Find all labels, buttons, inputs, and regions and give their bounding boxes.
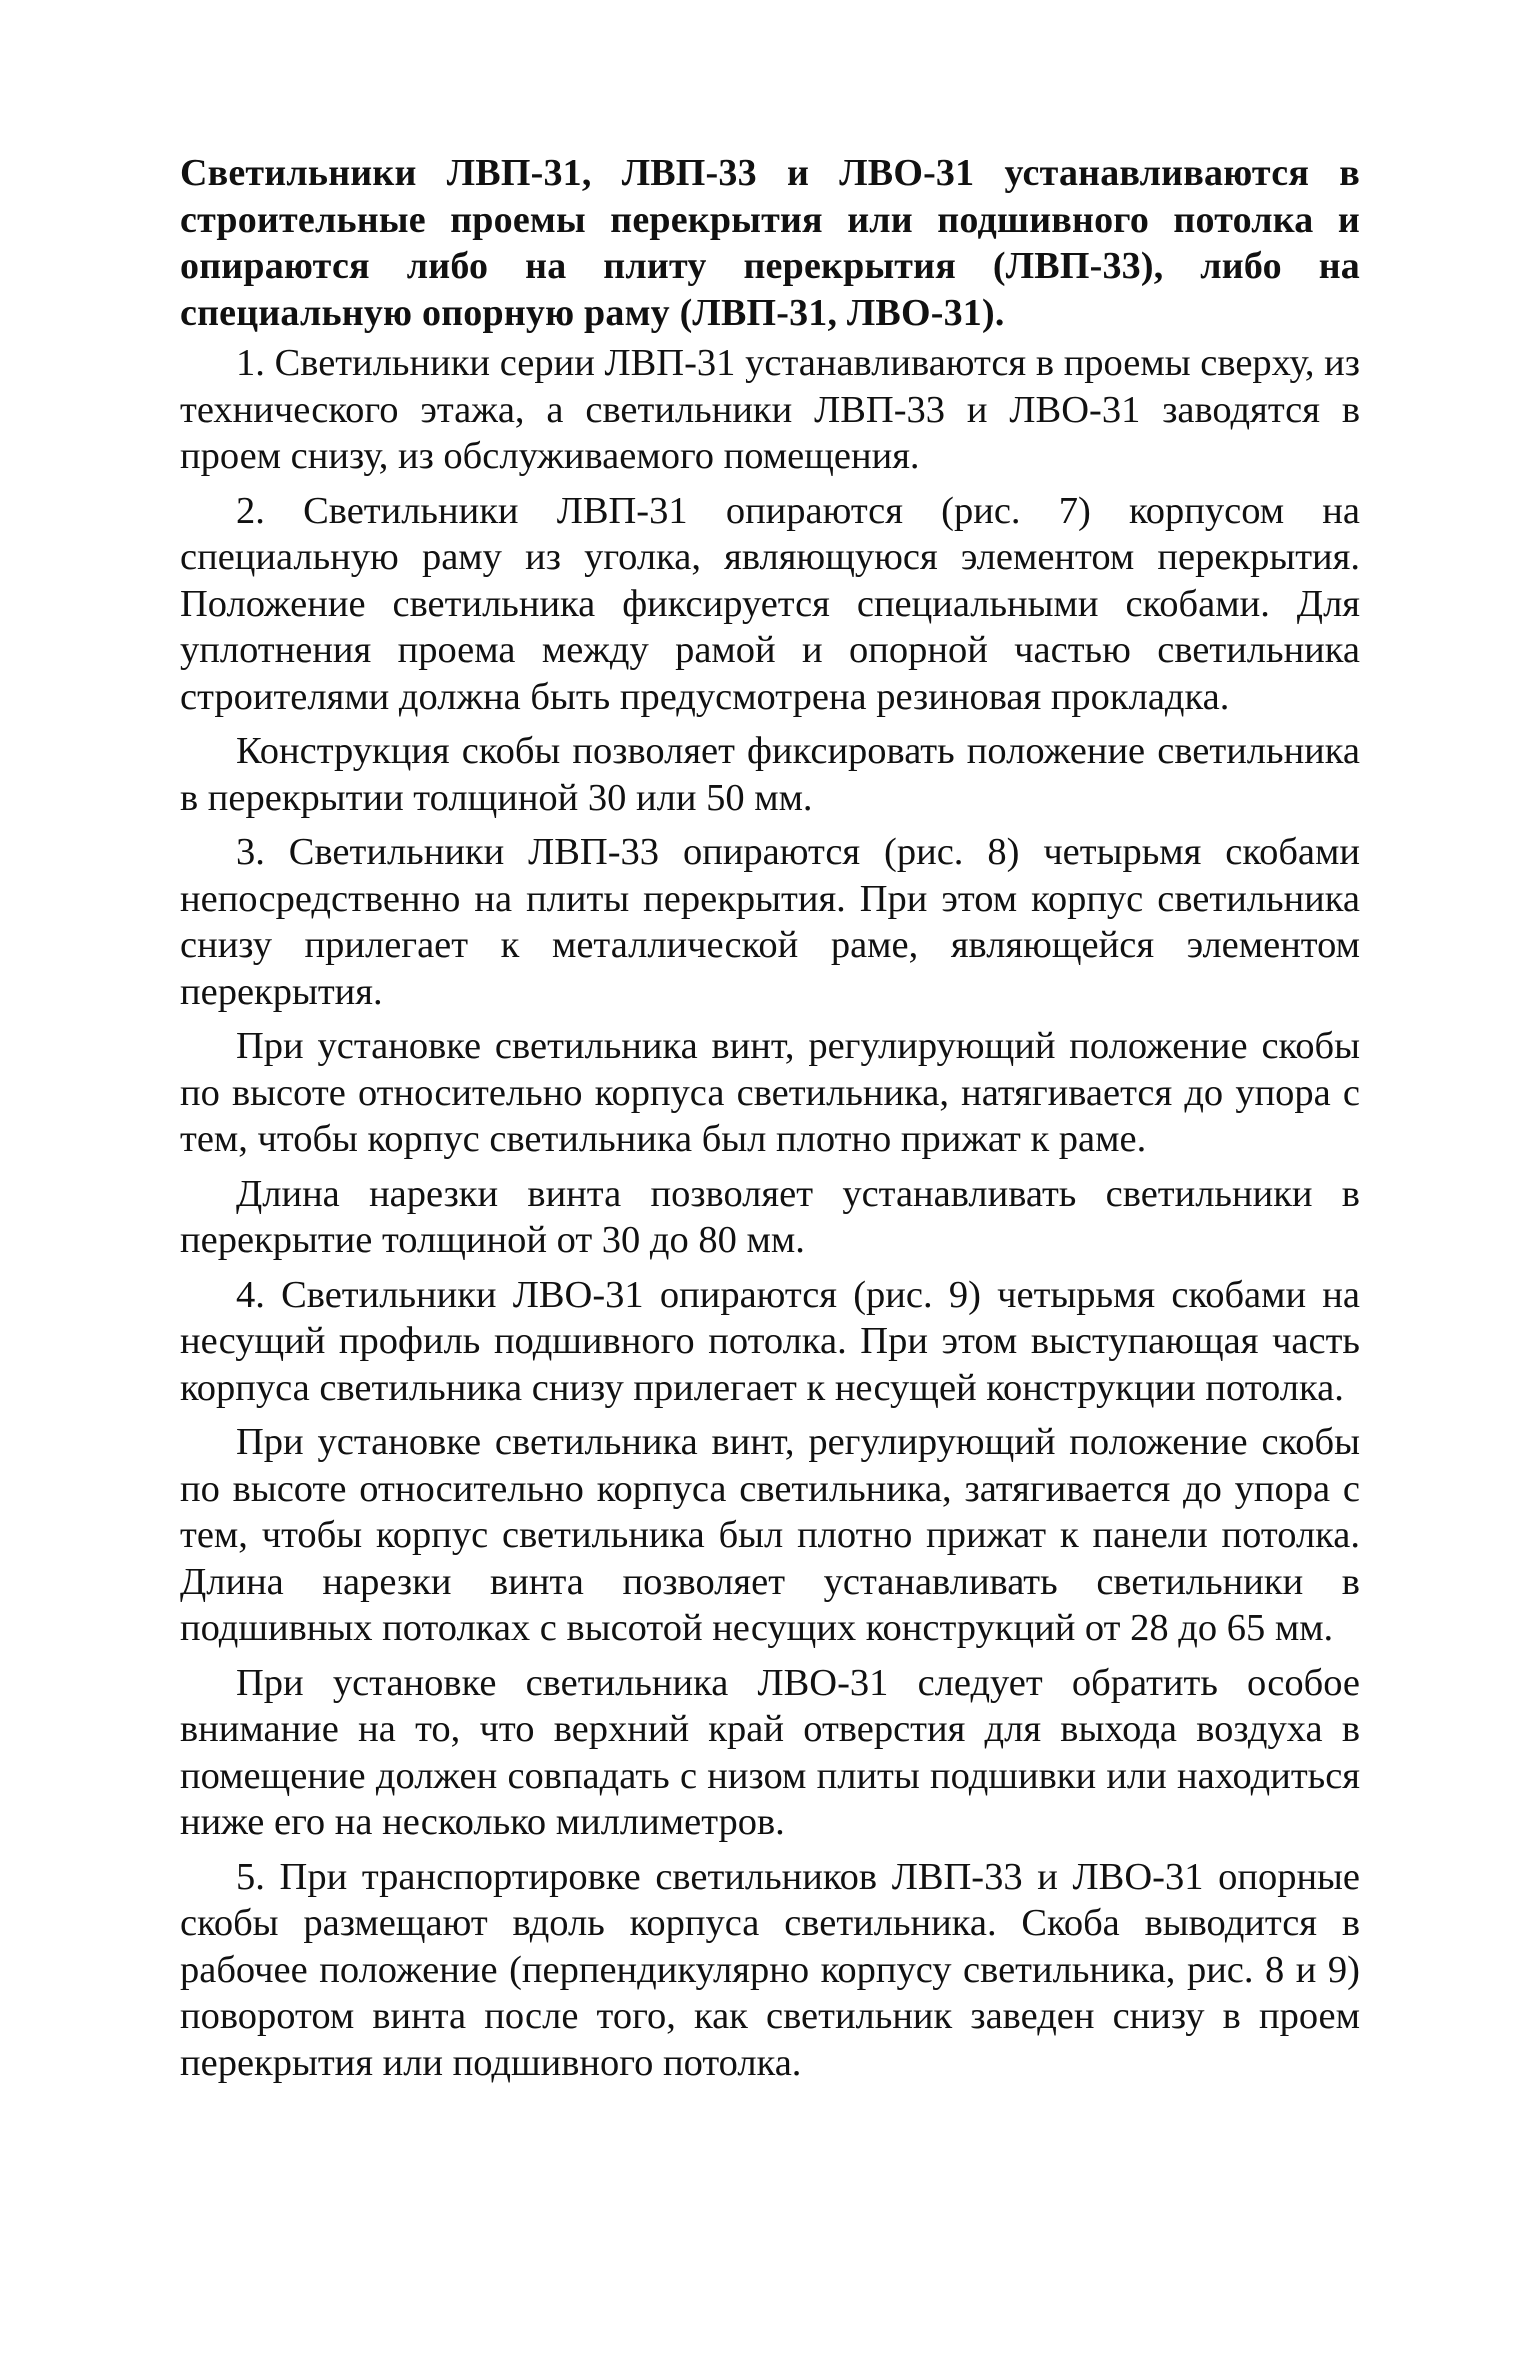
document-page bbox=[180, 150, 1360, 2094]
paragraph-thread-length: Длина нарезки винта позволяет устанавливать светильники в перекрытие толщиной от 30 до 80 мм. bbox=[180, 1172, 1360, 1261]
paragraph-ceiling-panel: При установке светильника винт, регулирующий положение скобы по высоте относительно корпуса светильника, затягивается до упора с тем, чтобы корпус светильника был плотно прижат к панели потолка. Длина нарезки винта позволяет устанавливать светильники в подшивных потолках с высотой несущих конструкций от 28 до 65 мм. bbox=[180, 1421, 1360, 1649]
paragraph-item-5: 5. При транспортировке светильников ЛВП-33 и ЛВО-31 опорные скобы размещают вдоль корпуса светильника. Скоба выводится в рабочее положение (перпендикулярно корпусу светильника, рис. 8 и 9) поворотом винта после того, как светильник заведен снизу в проем перекрытия или подшивного потолка. bbox=[180, 1855, 1360, 2084]
paragraph-item-4: 4. Светильники ЛВО-31 опираются (рис. 9) четырьмя скобами на несущий профиль подшивного потолка. При этом выступающая часть корпуса светильника снизу прилегает к несущей конструкции потолка. bbox=[180, 1273, 1360, 1409]
paragraph-item-1: 1. Светильники серии ЛВП-31 устанавливаются в проемы сверху, из технического этажа, а светильники ЛВП-33 и ЛВО-31 заводятся в проем снизу, из обслуживаемого помещения. bbox=[180, 342, 1360, 477]
intro-paragraph: Светильники ЛВП-31, ЛВП-33 и ЛВО-31 устанавливаются в строительные проемы перекрытия или подшивного потолка и опираются либо на плиту перекрытия (ЛВП-33), либо на специальную опорную раму (ЛВП-31, ЛВО-31). bbox=[180, 152, 1360, 334]
paragraph-item-3: 3. Светильники ЛВП-33 опираются (рис. 8) четырьмя скобами непосредственно на плиты перекрытия. При этом корпус светильника снизу прилегает к металлической раме, являющейся элементом перекрытия. bbox=[180, 831, 1360, 1013]
paragraph-air-outlet: При установке светильника ЛВО-31 следует обратить особое внимание на то, что верхний край отверстия для выхода воздуха в помещение должен совпадать с низом плиты подшивки или находиться ниже его на несколько миллиметров. bbox=[180, 1661, 1360, 1843]
paragraph-bracket-construction: Конструкция скобы позволяет фиксировать положение светильника в перекрытии толщиной 30 или 50 мм. bbox=[180, 730, 1360, 819]
paragraph-screw-tension: При установке светильника винт, регулирующий положение скобы по высоте относительно корпуса светильника, натягивается до упора с тем, чтобы корпус светильника был плотно прижат к раме. bbox=[180, 1025, 1360, 1160]
paragraph-item-2: 2. Светильники ЛВП-31 опираются (рис. 7) корпусом на специальную раму из уголка, являющуюся элементом перекрытия. Положение светильника фиксируется специальными скобами. Для уплотнения проема между рамой и опорной частью светильника строителями должна быть предусмотрена резиновая прокладка. bbox=[180, 489, 1360, 718]
